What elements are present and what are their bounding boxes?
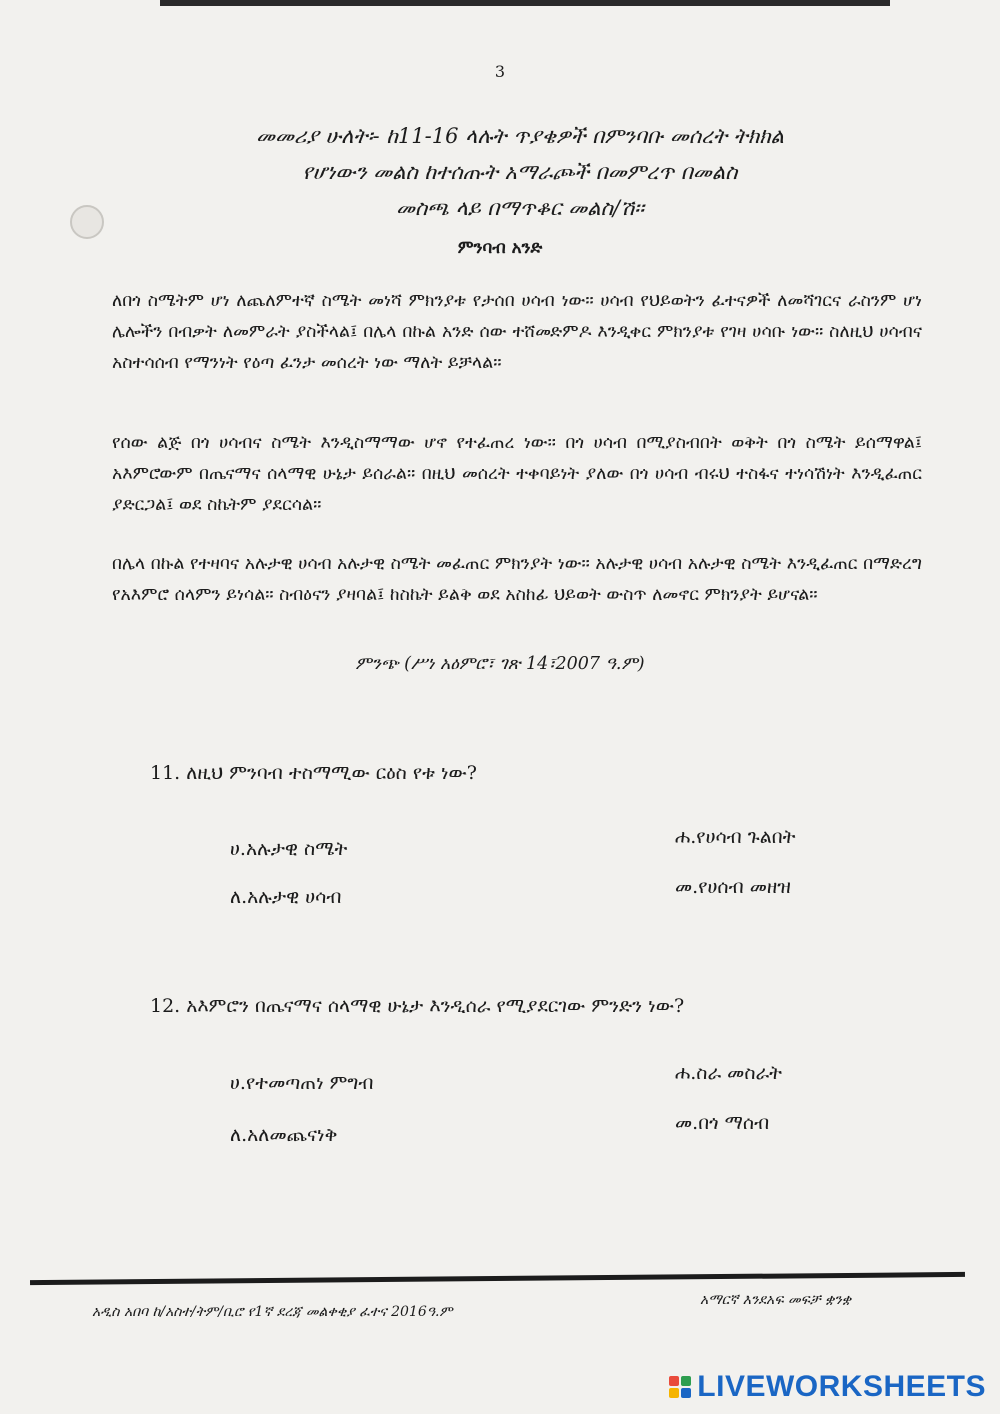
q12-option-c[interactable]: ሐ.ስራ መስራት: [675, 1062, 783, 1084]
instruction-line-1: መመሪያ ሁለት፡- ከ11-16 ላሉት ጥያቄዎች በምንባቡ መሰረት ትክክል: [256, 124, 784, 148]
punch-hole: [70, 205, 104, 239]
q11-option-b[interactable]: ለ.አሉታዊ ሀሳብ: [230, 886, 342, 908]
liveworksheets-logo-text: LIVEWORKSHEETS: [697, 1370, 986, 1403]
passage-title: ምንባብ አንድ: [457, 238, 543, 258]
instruction-line-3: መስጫ ላይ በማጥቆር መልስ/ሽ፡፡: [395, 196, 645, 220]
page-number: 3: [494, 62, 506, 81]
footer-subject: አማርኛ እንደአፍ መፍቻ ቋንቋ: [700, 1292, 852, 1308]
question-11: 11. ለዚህ ምንባብ ተስማሚው ርዕስ የቱ ነው?: [150, 762, 477, 784]
passage-paragraph-3: በሌላ በኩል የተዛባና አሉታዊ ሀሳብ አሉታዊ ስሜት መፈጠር ምክንያት ነው፡፡ አሉታዊ ሀሳብ አሉታዊ ስሜት እንዲፈጠር በማድረግ የአእምሮ ሰላምን ይነሳል፡፡ ስብዕናን ያዛባል፤ ከስኬት ይልቅ ወደ አስከፊ ህይወት ውስጥ ለመኖር ምክንያት ይሆናል፡፡: [112, 554, 922, 605]
q11-option-a[interactable]: ሀ.አሉታዊ ስሜት: [230, 838, 348, 860]
liveworksheets-logo-icon: [669, 1376, 691, 1398]
q11-option-c[interactable]: ሐ.የሀሳብ ጉልበት: [675, 826, 796, 848]
instruction-line-2: የሆነውን መልስ ከተሰጡት አማራጮች በመምረጥ በመልስ: [302, 160, 738, 184]
passage-paragraph-2: የሰው ልጅ በጎ ሀሳብና ስሜት እንዲስማማው ሆኖ የተፈጠረ ነው፡፡ በጎ ሀሳብ በሚያስብበት ወቅት በጎ ስሜት ይሰማዋል፤ አእምሮውም በጤናማና ሰላማዊ ሁኔታ ይሰራል፡፡ በዚህ መሰረት ተቀባይነት ያለው በጎ ሀሳብ ብሩህ ተስፋና ተነሳሽነት እንዲፈጠር ያድርጋል፤ ወደ ስኬትም ያደርሳል፡፡: [112, 433, 922, 515]
q12-option-b[interactable]: ለ.አለመጨናነቅ: [230, 1124, 338, 1146]
scan-top-edge: [160, 0, 890, 6]
question-12: 12. አእምሮን በጤናማና ሰላማዊ ሁኔታ እንዲሰራ የሚያደርገው ምንድን ነው?: [150, 995, 685, 1017]
instruction-block: [150, 118, 890, 226]
liveworksheets-logo: [669, 1370, 986, 1404]
footer-exam-title: አዲስ አበባ ከ/አስተ/ትም/ቢሮ የ1ኛ ደረጃ መልቀቂያ ፈተና 2016ዓ.ም: [92, 1304, 453, 1320]
passage-paragraph-1: ለበጎ ስሜትም ሆነ ለጨለምተኛ ስሜት መነሻ ምክንያቱ የታሰበ ሀሳብ ነው፡፡ ሀሳብ የህይወትን ፈተናዎች ለመሻገርና ራስንም ሆነ ሌሎችን በብቃት ለመምራት ያስችላል፤ በሌላ በኩል አንድ ሰው ተሸመድምዶ እንዲቀር ምክንያቱ የገዛ ሀሳቡ ነው፡፡ ስለዚህ ሀሳብና አስተሳሰብ የማንነት የዕጣ ፈንታ መሰረት ነው ማለት ይቻላል፡፡: [112, 291, 922, 373]
q11-option-d[interactable]: መ.የሀሰብ መዘዝ: [675, 876, 791, 898]
q12-option-d[interactable]: መ.በጎ ማሰብ: [675, 1112, 770, 1134]
footer-divider: [30, 1272, 965, 1285]
passage-source: ምንጭ (ሥነ አዕምሮ፣ ገጽ 14፣2007 ዓ.ም): [355, 654, 645, 674]
q12-option-a[interactable]: ሀ.የተመጣጠነ ምግብ: [230, 1072, 374, 1094]
